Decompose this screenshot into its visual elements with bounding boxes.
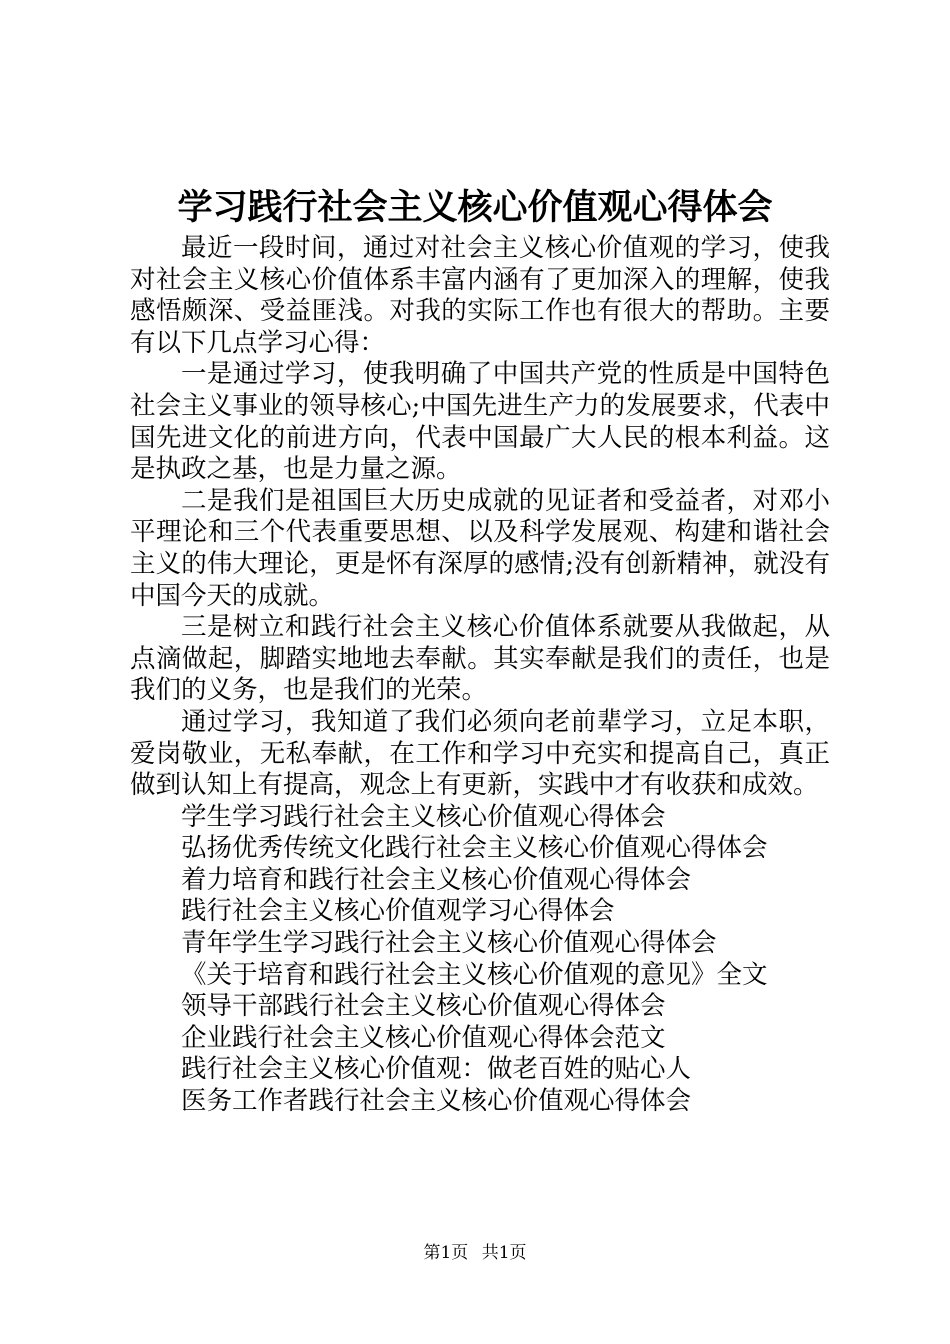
paragraph-point-two: 二是我们是祖国巨大历史成就的见证者和受益者，对邓小平理论和三个代表重要思想、以及科学发展观、构建和谐社会主义的伟大理论，更是怀有深厚的感情;没有创新精神，就没有中国今天的成就。: [130, 485, 830, 611]
list-item: 企业践行社会主义核心价值观心得体会范文: [181, 1022, 666, 1053]
document-title: 学习践行社会主义核心价值观心得体会: [177, 187, 773, 228]
document-body: [130, 233, 830, 1118]
list-item: 践行社会主义核心价值观：做老百姓的贴心人: [181, 1054, 692, 1085]
paragraph-intro: 最近一段时间，通过对社会主义核心价值观的学习，使我对社会主义核心价值体系丰富内涵有了更加深入的理解，使我感悟颇深、受益匪浅。对我的实际工作也有很大的帮助。主要有以下几点学习心得：: [130, 233, 830, 358]
page-footer: [0, 1241, 950, 1265]
list-item: 青年学生学习践行社会主义核心价值观心得体会: [181, 928, 717, 959]
related-titles-list: [130, 802, 830, 1118]
paragraph-point-three: 三是树立和践行社会主义核心价值体系就要从我做起，从点滴做起，脚踏实地地去奉献。其实奉献是我们的责任，也是我们的义务，也是我们的光荣。: [130, 612, 830, 706]
list-item: 《关于培育和践行社会主义核心价值观的意见》全文: [181, 959, 768, 990]
list-item: 弘扬优秀传统文化践行社会主义核心价值观心得体会: [181, 833, 768, 864]
list-item: 着力培育和践行社会主义核心价值观心得体会: [181, 864, 692, 895]
list-item: 领导干部践行社会主义核心价值观心得体会: [181, 991, 666, 1022]
page-number-total: 共1页: [481, 1243, 527, 1263]
list-item: 医务工作者践行社会主义核心价值观心得体会: [181, 1086, 692, 1117]
page-number-current: 第1页: [423, 1243, 469, 1263]
paragraph-point-one: 一是通过学习，使我明确了中国共产党的性质是中国特色社会主义事业的领导核心;中国先进生产力的发展要求，代表中国先进文化的前进方向，代表中国最广大人民的根本利益。这是执政之基，也是力量之源。: [130, 359, 830, 485]
paragraph-conclusion: 通过学习，我知道了我们必须向老前辈学习，立足本职，爱岗敬业，无私奉献，在工作和学习中充实和提高自己，真正做到认知上有提高，观念上有更新，实践中才有收获和成效。: [130, 706, 830, 801]
list-item: 践行社会主义核心价值观学习心得体会: [181, 896, 615, 927]
list-item: 学生学习践行社会主义核心价值观心得体会: [181, 801, 666, 832]
